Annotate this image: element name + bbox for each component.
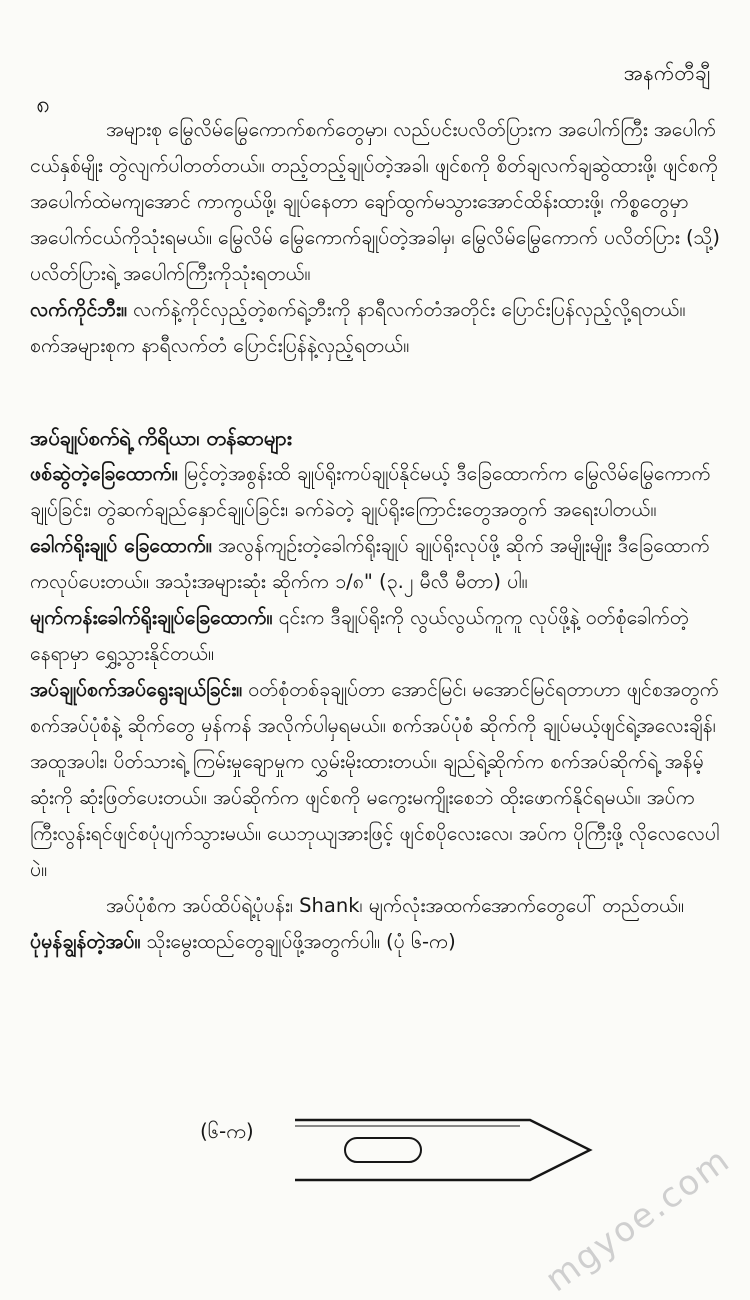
needle-shaft — [295, 1120, 590, 1180]
paragraph-text: မြင့်တဲ့အစွန်းထိ ချုပ်ရိုးကပ်ချုပ်နိုင်မယ့် ဒီခြေထောက်က မြွေလိမ်မြွေကောက်ချုပ်ခြင်း၊ တွဲဆက်ချည်နှောင်ချုပ်ခြင်း၊ ခက်ခဲတဲ့ ချုပ်ရိုးကြောင်းတွေအတွက် အရေးပါတယ်။ — [30, 462, 711, 521]
needle-eye — [345, 1138, 421, 1162]
term-needle-selection: အပ်ချုပ်စက်အပ်ရွေးချယ်ခြင်း။ — [30, 678, 243, 701]
paragraph — [30, 600, 720, 672]
paragraph-text: ဝတ်စုံတစ်ခုချုပ်တာ အောင်မြင်၊ မအောင်မြင်ရတာဟာ ဖျင်စအတွက် စက်အပ်ပုံစံနဲ့ ဆိုက်တွေ မှန်ကန် အလိုက်ပါမှရမယ်။ စက်အပ်ပုံစံ ဆိုက်ကို ချုပ်မယ့်ဖျင်ရဲ့အလေးချိန်၊ အထူအပါး၊ ပိတ်သားရဲ့ ကြမ်းမှုချောမှုက လွှမ်းမိုးထားတယ်။ ချည်ရဲ့ဆိုက်က စက်အပ်ဆိုက်ရဲ့ အနိမ့်ဆုံးကို ဆုံးဖြတ်ပေးတယ်။ အပ်ဆိုက်က ဖျင်စကို မကွေးမကျိုးစေဘဲ ထိုးဖောက်နိုင်ရမယ်။ အပ်ကကြီးလွန်းရင်ဖျင်စပုံပျက်သွားမယ်။ ယေဘုယျအားဖြင့် ဖျင်စပိုလေးလေ၊ အပ်က ပိုကြီးဖို့ လိုလေလေပါပဲ။ — [30, 678, 720, 881]
spacer — [30, 364, 720, 420]
page-number: ၈ — [36, 90, 50, 118]
paragraph: အပ်ပုံစံက အပ်ထိပ်ရဲ့ပုံပန်း၊ Shank၊ မျက်လုံးအထက်အောက်တွေပေါ် တည်တယ်။ — [106, 894, 684, 917]
paragraph-text: ၎င်းက ဒီချုပ်ရိုးကို လွယ်လွယ်ကူကူ လုပ်ဖို့နဲ့ ဝတ်စုံခေါက်တဲ့နေရာမှာ ရွှေ့သွားနိုင်တယ်။ — [30, 606, 689, 665]
section-heading: အပ်ချုပ်စက်ရဲ့ ကိရိယာ၊ တန်ဆာများ — [30, 426, 292, 450]
needle-illustration — [200, 1102, 640, 1182]
paragraph-text: လက်နဲ့ကိုင်လှည့်တဲ့စက်ရဲ့ဘီးကို နာရီလက်တံအတိုင်း ပြောင်းပြန်လှည့်လို့ရတယ်။ စက်အများစုက နာရီလက်တံ ပြောင်းပြန်နဲ့လှည့်ရတယ်။ — [30, 298, 686, 357]
paragraph — [30, 456, 720, 528]
term-regular-point-needle: ပုံမှန်ချွန်တဲ့အပ်။ — [30, 930, 141, 953]
paragraph-text: သိုးမွေးထည်တွေချုပ်ဖို့အတွက်ပါ။ (ပုံ ၆-က) — [140, 930, 456, 953]
term-zipper-foot: ဖစ်ဆွဲတဲ့ခြေထောက်။ — [30, 462, 178, 485]
paragraph-text: အလွန်ကျဉ်းတဲ့ခေါက်ရိုးချုပ် ချုပ်ရိုးလုပ်ဖို့ ဆိုက် အမျိုးမျိုး ဒီခြေထောက်ကလုပ်ပေးတယ်။ အသုံးအများဆုံး ဆိုက်က ၁/၈" (၃.၂ မီလီ မီတာ) ပါ။ — [30, 534, 710, 593]
page-body — [30, 112, 720, 960]
figure-label: (၆-က) — [200, 1119, 254, 1143]
term-blind-hem-foot: မျက်ကန်းခေါက်ရိုးချုပ်ခြေထောက်။ — [30, 606, 273, 629]
paragraph — [30, 292, 720, 364]
paragraph: အများစု မြွေလိမ်မြွေကောက်စက်တွေမှာ၊ လည်ပင်းပလိတ်ပြားက အပေါက်ကြီး အပေါက်ငယ်နှစ်မျိုး တွဲလျက်ပါတတ်တယ်။ တည့်တည့်ချုပ်တဲ့အခါ၊ ဖျင်စကို စိတ်ချလက်ချဆွဲထားဖို့၊ ဖျင်စကို အပေါက်ထဲမကျအောင် ကာကွယ်ဖို့၊ ချုပ်နေတာ ချော်ထွက်မသွားအောင်ထိန်းထားဖို့၊ ကိစ္စတွေမှာ အပေါက်ငယ်ကိုသုံးရမယ်။ မြွေလိမ် မြွေကောက်ချုပ်တဲ့အခါမှ၊ မြွေလိမ်မြွေကောက် ပလိတ်ပြား (သို့) ပလိတ်ပြားရဲ့ အပေါက်ကြီးကိုသုံးရတယ်။ — [30, 118, 721, 285]
needle-figure — [200, 1102, 640, 1182]
term-hemmer-foot: ခေါက်ရိုးချုပ် ခြေထောက်။ — [30, 534, 212, 557]
paragraph — [30, 672, 720, 888]
paragraph — [30, 924, 720, 960]
term-handwheel: လက်ကိုင်ဘီး။ — [30, 298, 127, 321]
running-title: အနက်တီချီ — [623, 61, 710, 85]
watermark: mgyoe.com — [538, 1139, 738, 1300]
paragraph — [30, 528, 720, 600]
